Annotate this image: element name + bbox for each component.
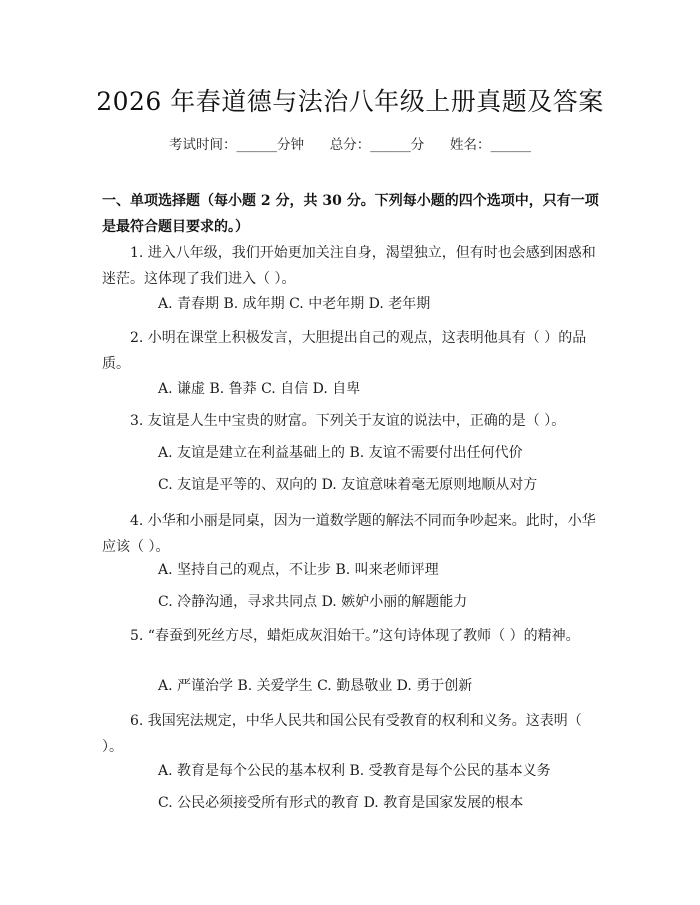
- page-title: 2026 年春道德与法治八年级上册真题及答案: [96, 87, 604, 116]
- question-stem: 1. 进入八年级，我们开始更加关注自身，渴望独立，但有时也会感到困惑和迷茫。这体现了我们进入（ ）。: [102, 245, 596, 287]
- question-stem: 6. 我国宪法规定，中华人民共和国公民有受教育的权利和义务。这表明（ ）。: [102, 713, 582, 755]
- exam-info-line: 考试时间：______分钟 总分：______分 姓名：______: [169, 137, 531, 153]
- question-stem: 4. 小华和小丽是同桌，因为一道数学题的解法不同而争吵起来。此时，小华应该（ ）。: [102, 513, 596, 555]
- question-stem: 2. 小明在课堂上积极发言，大胆提出自己的观点，这表明他具有（ ）的品质。: [102, 330, 587, 372]
- question-options: A. 青春期 B. 成年期 C. 中老年期 D. 老年期: [158, 296, 431, 312]
- question-stem: 5. “春蚕到死丝方尽，蜡炬成灰泪始干。”这句诗体现了教师（ ）的精神。: [130, 628, 580, 644]
- question-options: A. 友谊是建立在利益基础上的 B. 友谊不需要付出任何代价: [158, 445, 523, 461]
- question-options: A. 教育是每个公民的基本权利 B. 受教育是每个公民的基本义务: [158, 763, 551, 779]
- question-options: C. 友谊是平等的、双向的 D. 友谊意味着毫无原则地顺从对方: [158, 477, 538, 493]
- section-heading: 一、单项选择题（每小题 2 分，共 30 分。下列每小题的四个选项中，只有一项是最符合题目要求的。）: [102, 193, 599, 235]
- question-options: A. 严谨治学 B. 关爱学生 C. 勤恳敬业 D. 勇于创新: [158, 678, 473, 694]
- question-options: A. 坚持自己的观点，不让步 B. 叫来老师评理: [158, 562, 439, 578]
- question-options: A. 谦虚 B. 鲁莽 C. 自信 D. 自卑: [158, 381, 361, 397]
- question-stem: 3. 友谊是人生中宝贵的财富。下列关于友谊的说法中，正确的是（ ）。: [130, 413, 566, 429]
- question-options: C. 公民必须接受所有形式的教育 D. 教育是国家发展的根本: [158, 795, 524, 811]
- question-options: C. 冷静沟通，寻求共同点 D. 嫉妒小丽的解题能力: [158, 594, 468, 610]
